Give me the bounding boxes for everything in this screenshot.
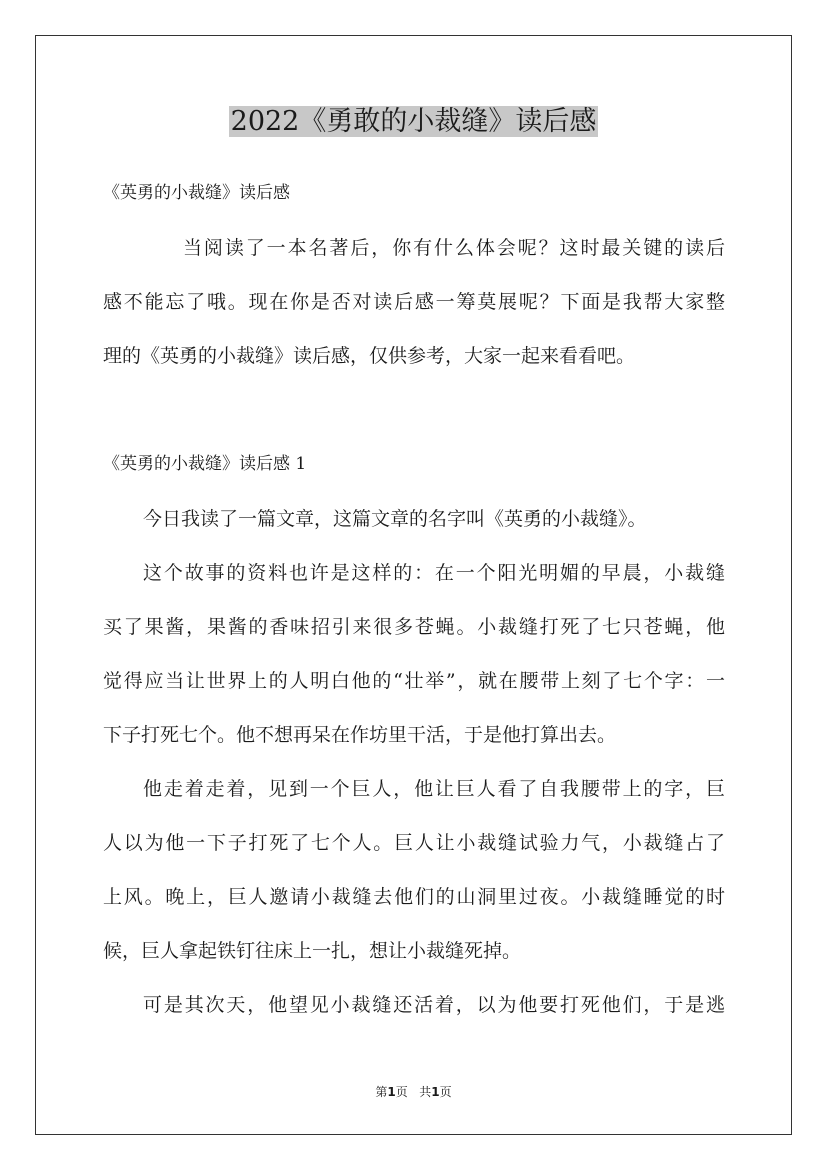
section-heading: 《英勇的小裁缝》读后感 1	[103, 454, 307, 474]
footer-total-number: 1	[431, 1085, 440, 1099]
para2-line-3: 觉得应当让世界上的人明白他的“壮举”，就在腰带上刻了七个字：一	[103, 670, 725, 692]
para3-line-3: 上风。晚上，巨人邀请小裁缝去他们的山洞里过夜。小裁缝睡觉的时	[103, 886, 725, 908]
document-title	[0, 102, 827, 142]
footer-page-label: 第	[375, 1085, 388, 1099]
page-footer	[0, 1084, 827, 1100]
intro-line-1: 当阅读了一本名著后，你有什么体会呢？这时最关键的读后	[183, 237, 725, 259]
footer-total-label: 共	[419, 1085, 432, 1099]
para3-line-1: 他走着走着，见到一个巨人，他让巨人看了自我腰带上的字，巨	[143, 778, 725, 800]
footer-page-unit: 页	[395, 1085, 408, 1099]
footer-page-number: 1	[387, 1085, 396, 1099]
intro-line-3: 理的《英勇的小裁缝》读后感，仅供参考，大家一起来看看吧。	[103, 345, 636, 367]
para2-line-2: 买了果酱，果酱的香味招引来很多苍蝇。小裁缝打死了七只苍蝇，他	[103, 616, 725, 638]
para1-line-1: 今日我读了一篇文章，这篇文章的名字叫《英勇的小裁缝》。	[143, 508, 647, 530]
para3-line-4: 候，巨人拿起铁钉往床上一扎，想让小裁缝死掉。	[103, 940, 522, 962]
footer-total-unit: 页	[439, 1085, 452, 1099]
para4-line-1: 可是其次天，他望见小裁缝还活着，以为他要打死他们，于是逃	[143, 994, 725, 1016]
para2-line-4: 下子打死七个。他不想再呆在作坊里干活，于是他打算出去。	[103, 724, 617, 746]
document-subtitle: 《英勇的小裁缝》读后感	[103, 183, 290, 203]
para3-line-2: 人以为他一下子打死了七个人。巨人让小裁缝试验力气，小裁缝占了	[103, 832, 725, 854]
intro-line-2: 感不能忘了哦。现在你是否对读后感一筹莫展呢？下面是我帮大家整	[103, 291, 725, 313]
document-title-text: 2022《勇敢的小裁缝》读后感	[230, 106, 597, 137]
para2-line-1: 这个故事的资料也许是这样的：在一个阳光明媚的早晨，小裁缝	[143, 562, 725, 584]
